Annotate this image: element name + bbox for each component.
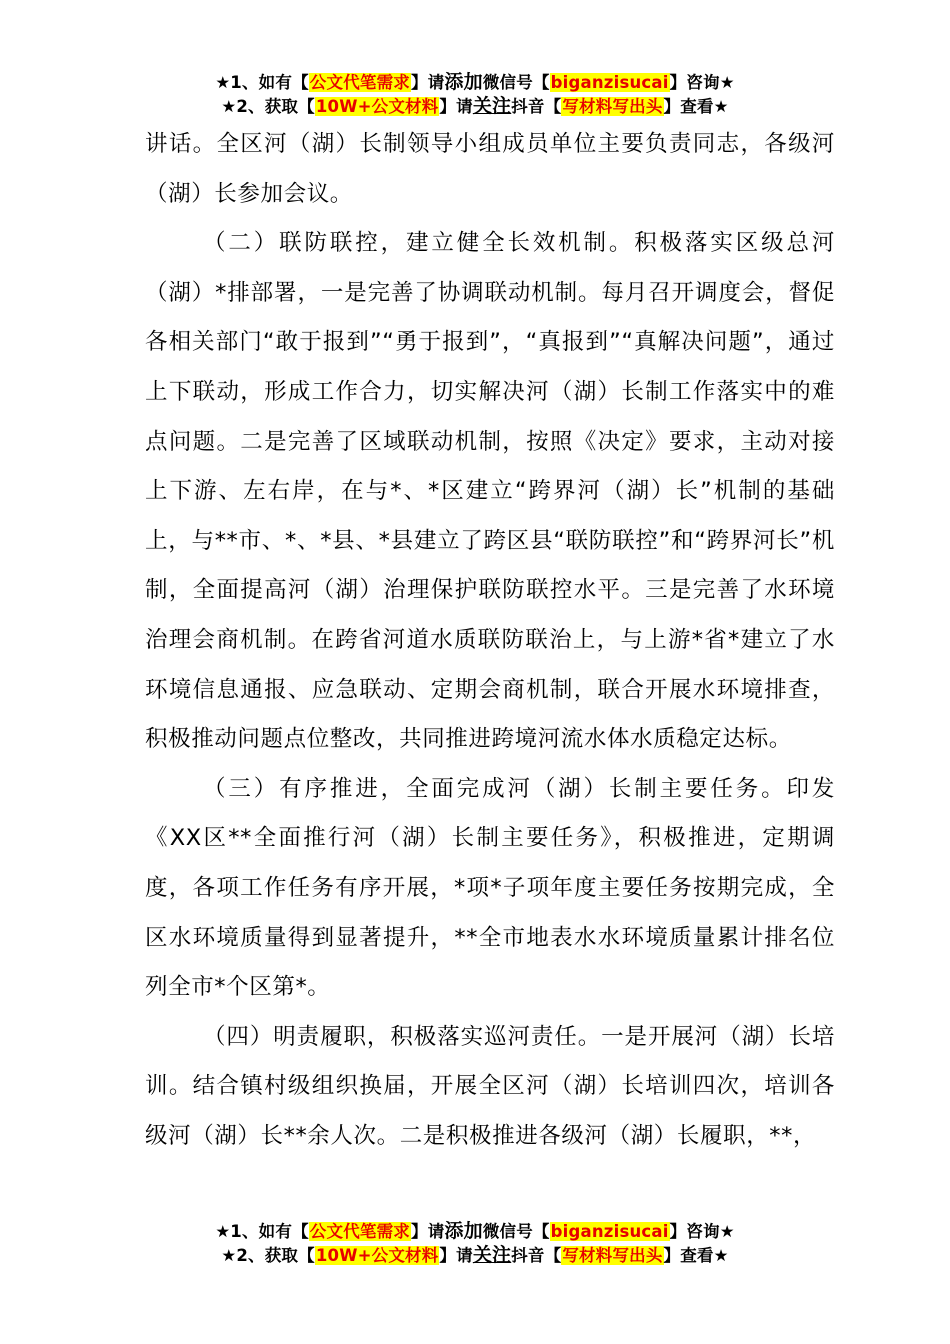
promo-wechat-id: biganzisucai — [550, 73, 669, 92]
promo-text: 】咨询★ — [669, 73, 735, 92]
promo-douyin-id: 写材料写出头 — [562, 1246, 663, 1265]
paragraph-main-tasks: （三）有序推进，全面完成河（湖）长制主要任务。印发《XX区**全面推行河（湖）长制主要任务》，积极推进，定期调度，各项工作任务有序开展，*项*子项年度主要任务按期完成，全区水环境质量得到显著提升，**全市地表水水环境质量累计排名位列全市*个区第*。 — [145, 775, 835, 1001]
header-promo-banner — [0, 70, 950, 118]
promo-text: 】请 — [439, 1246, 473, 1265]
promo-line-2 — [0, 94, 950, 118]
promo-text: 】查看★ — [663, 1246, 729, 1265]
promo-text: 微信号【 — [482, 1222, 550, 1241]
document-body — [145, 120, 835, 1161]
promo-highlight: 10W+公文材料 — [315, 97, 439, 116]
promo-text: ★1、如有【 — [215, 73, 309, 92]
promo-text: 】请 — [411, 73, 445, 92]
paragraph-patrol-duty: （四）明责履职，积极落实巡河责任。一是开展河（湖）长培训。结合镇村级组织换届，开展全区河（湖）长培训四次，培训各级河（湖）长**余人次。二是积极推进各级河（湖）长履职，**， — [145, 1023, 835, 1149]
promo-emphasis: 添加 — [444, 71, 483, 93]
promo-text: 微信号【 — [482, 73, 550, 92]
promo-line-2 — [0, 1243, 950, 1267]
paragraph-continuation: 讲话。全区河（湖）长制领导小组成员单位主要负责同志，各级河（湖）长参加会议。 — [145, 131, 835, 207]
promo-text: ★1、如有【 — [215, 1222, 309, 1241]
promo-line-1 — [0, 1219, 950, 1243]
promo-text: 】查看★ — [663, 97, 729, 116]
promo-line-1 — [0, 70, 950, 94]
promo-text: 】请 — [411, 1222, 445, 1241]
promo-text: 抖音【 — [511, 97, 562, 116]
footer-promo-banner — [0, 1219, 950, 1267]
promo-emphasis: 关注 — [472, 1244, 512, 1266]
paragraph-joint-control: （二）联防联控，建立健全长效机制。积极落实区级总河（湖）*排部署，一是完善了协调联动机制。每月召开调度会，督促各相关部门“敢于报到”“勇于报到”，“真报到”“真解决问题”，通过上下联动，形成工作合力，切实解决河（湖）长制工作落实中的难点问题。二是完善了区域联动机制，按照《决定》要求，主动对接上下游、左右岸，在与*、*区建立“跨界河（湖）长”机制的基础上，与**市、*、*县、*县建立了跨区县“联防联控”和“跨界河长”机制，全面提高河（湖）治理保护联防联控水平。三是完善了水环境治理会商机制。在跨省河道水质联防联治上，与上游*省*建立了水环境信息通报、应急联动、定期会商机制，联合开展水环境排查，积极推动问题点位整改，共同推进跨境河流水体水质稳定达标。 — [145, 230, 835, 753]
promo-highlight: 公文代笔需求 — [309, 1222, 410, 1241]
promo-text: 抖音【 — [511, 1246, 562, 1265]
promo-text: 】咨询★ — [669, 1222, 735, 1241]
promo-highlight: 10W+公文材料 — [315, 1246, 439, 1265]
promo-emphasis: 添加 — [444, 1220, 483, 1242]
promo-text: ★2、获取【 — [221, 1246, 315, 1265]
promo-highlight: 公文代笔需求 — [309, 73, 410, 92]
promo-text: ★2、获取【 — [221, 97, 315, 116]
promo-text: 】请 — [439, 97, 473, 116]
promo-douyin-id: 写材料写出头 — [562, 97, 663, 116]
promo-emphasis: 关注 — [472, 95, 512, 117]
promo-wechat-id: biganzisucai — [550, 1222, 669, 1241]
